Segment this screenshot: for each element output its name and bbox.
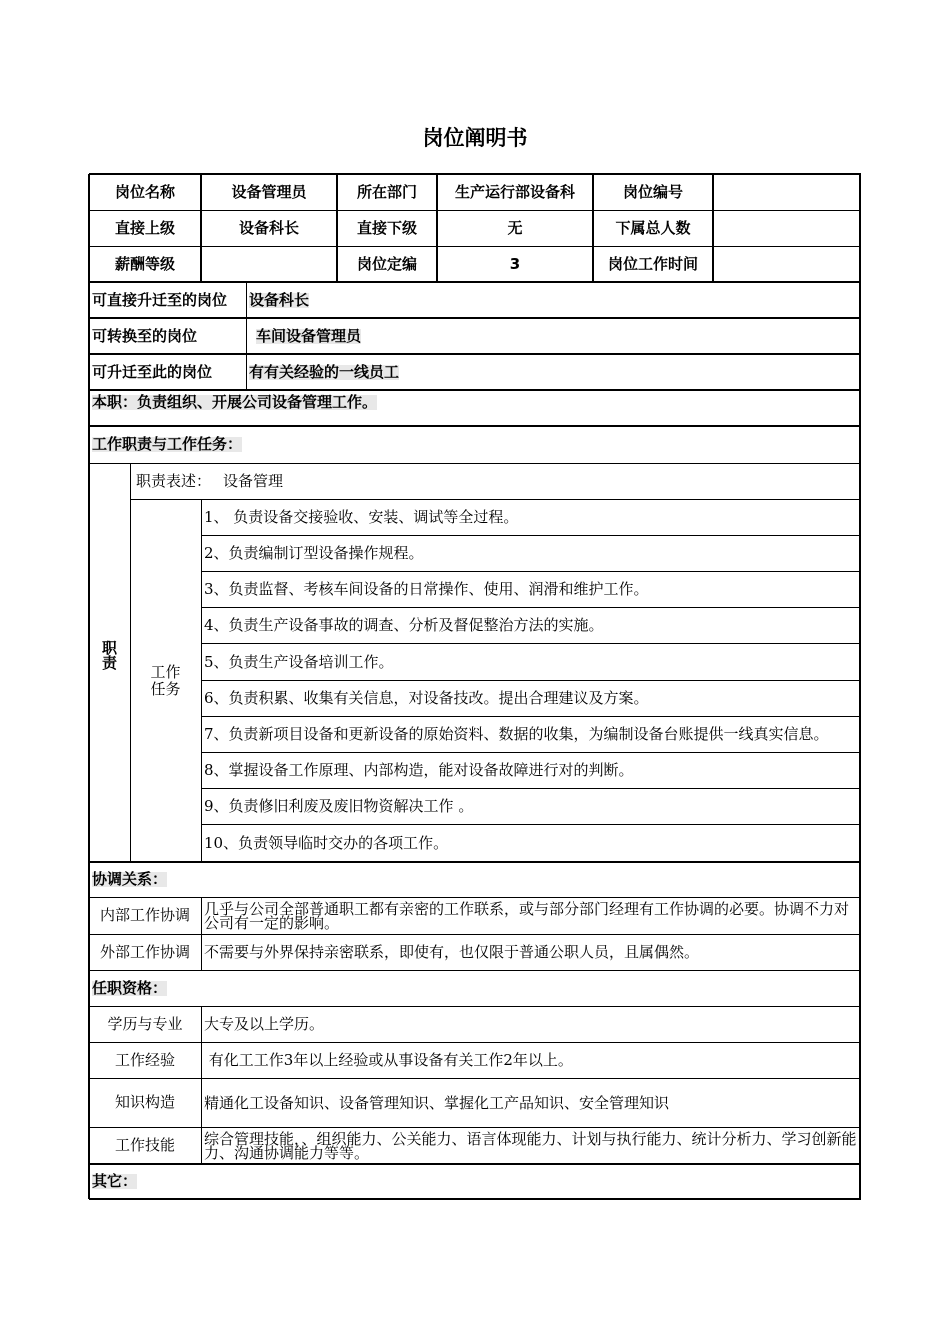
external-coordination-label: 外部工作协调: [99, 942, 190, 961]
task-item: 3、负责监督、考核车间设备的日常操作、使用、润滑和维护工作。: [204, 580, 649, 598]
table-rule: [89, 389, 861, 391]
table-rule: [89, 173, 861, 175]
table-rule: [200, 174, 202, 282]
direct-subordinate-label: 直接下级: [356, 218, 417, 237]
table-rule: [89, 1127, 861, 1128]
task-item: 10、负责领导临时交办的各项工作。: [204, 834, 449, 852]
table-rule: [89, 1078, 861, 1079]
position-name-value: 设备管理员: [231, 182, 307, 201]
table-rule: [130, 463, 131, 862]
coordination-section-label: 协调关系：: [92, 870, 168, 888]
table-rule: [89, 897, 861, 898]
duties-section-label: 工作职责与工作任务：: [92, 435, 243, 453]
skills-value: 综合管理技能，、组织能力、公关能力、语言体现能力、计划与执行能力、统计分析力、学习创新能力、沟通协调能力等等。: [204, 1129, 857, 1162]
internal-coordination-label: 内部工作协调: [99, 906, 190, 924]
education-value: 大专及以上学历。: [204, 1015, 325, 1033]
table-rule: [712, 174, 714, 282]
knowledge-label: 知识构造: [114, 1093, 175, 1111]
table-rule: [592, 174, 594, 282]
table-rule: [89, 246, 861, 247]
table-rule: [201, 499, 202, 862]
table-rule: [201, 897, 202, 970]
table-rule: [201, 716, 861, 717]
duty-summary: 本职：负责组织、开展公司设备管理工作。: [92, 393, 378, 411]
table-rule: [201, 535, 861, 536]
table-rule: [89, 353, 861, 355]
table-rule: [201, 643, 861, 644]
table-rule: [246, 282, 247, 390]
table-rule: [201, 752, 861, 753]
task-item: 9、负责修旧利废及废旧物资解决工作 。: [204, 797, 474, 815]
duty-description-row: [130, 463, 861, 499]
task-item: 5、负责生产设备培训工作。: [204, 652, 394, 671]
table-rule: [89, 210, 861, 211]
duty-description-value: 设备管理: [223, 471, 284, 490]
table-rule: [89, 281, 861, 283]
direct-subordinate-value: 无: [507, 218, 523, 237]
task-item: 1、 负责设备交接验收、安装、调试等全过程。: [204, 508, 519, 526]
direct-superior-label: 直接上级: [114, 218, 175, 237]
department-value: 生产运行部设备科: [454, 182, 575, 201]
headcount-value: 3: [509, 254, 521, 273]
task-item: 2、负责编制订型设备操作规程。: [204, 544, 424, 562]
experience-value: 有化工工作3年以上经验或从事设备有关工作2年以上。: [204, 1051, 573, 1069]
table-rule: [89, 1042, 861, 1043]
total-subordinates-label: 下属总人数: [615, 218, 691, 237]
table-rule: [201, 571, 861, 572]
task-item: 4、负责生产设备事故的调查、分析及督促整治方法的实施。: [204, 616, 604, 634]
external-coordination-value: 不需要与外界保持亲密联系，即使有，也仅限于普通公职人员，且属偶然。: [204, 942, 700, 961]
table-rule: [89, 463, 861, 464]
duty-summary-cell: [89, 390, 861, 426]
promote-to-value-cell: [246, 282, 861, 318]
table-rule: [89, 861, 861, 863]
table-rule: [89, 1198, 861, 1200]
experience-label: 工作经验: [114, 1050, 175, 1069]
coordination-section-label-cell: [89, 862, 861, 897]
tasks-side-label: [130, 499, 201, 862]
education-label: 学历与专业: [107, 1014, 183, 1033]
task-item: 6、负责积累、收集有关信息，对设备技改。提出合理建议及方案。: [204, 689, 649, 707]
table-rule: [89, 1163, 861, 1165]
table-rule: [859, 174, 861, 1199]
knowledge-value: 精通化工设备知识、设备管理知识、掌握化工产品知识、安全管理知识: [204, 1093, 670, 1112]
task-item: 8、掌握设备工作原理、内部构造，能对设备故障进行对的判断。: [204, 761, 634, 779]
position-no-label: 岗位编号: [622, 182, 683, 201]
table-rule: [201, 824, 861, 825]
position-no-value: [713, 174, 861, 210]
task-item: 7、负责新项目设备和更新设备的原始资料、数据的收集，为编制设备台账提供一线真实信息。: [204, 725, 829, 743]
table-rule: [89, 934, 861, 935]
duties-side-label: [89, 463, 130, 862]
direct-superior-value: 设备科长: [238, 218, 299, 237]
duties-side-label-char: 职: [101, 638, 117, 657]
table-rule: [436, 174, 438, 282]
qualification-section-label-cell: [89, 970, 861, 1006]
tasks-side-label-line: 工作: [150, 662, 181, 681]
table-rule: [88, 174, 90, 1199]
tasks-side-label-line: 任务: [150, 679, 181, 698]
promote-from-value: 有有关经验的一线员工: [249, 362, 400, 381]
total-subordinates-value: [713, 210, 861, 246]
table-rule: [89, 1006, 861, 1007]
transfer-to-value-cell: [246, 318, 861, 354]
table-rule: [336, 174, 338, 282]
transfer-to-value: 车间设备管理员: [256, 326, 362, 345]
table-rule: [130, 499, 861, 500]
transfer-to-label: 可转换至的岗位: [92, 326, 198, 345]
skills-label: 工作技能: [114, 1136, 175, 1154]
table-rule: [89, 970, 861, 971]
promote-from-value-cell: [246, 354, 861, 390]
duties-section-label-cell: [89, 426, 861, 463]
table-rule: [201, 680, 861, 681]
duty-description-label: 职责表述：: [136, 471, 212, 490]
qualification-section-label: 任职资格：: [92, 978, 168, 997]
table-rule: [201, 788, 861, 789]
salary-grade-value: [201, 246, 337, 282]
promote-from-label: 可升迁至此的岗位: [92, 362, 213, 381]
page-title: 岗位阐明书: [422, 126, 528, 150]
other-section-label-cell: [89, 1164, 861, 1199]
work-hours-value: [713, 246, 861, 282]
headcount-label: 岗位定编: [356, 254, 417, 273]
table-rule: [89, 425, 861, 427]
other-section-label: 其它：: [92, 1172, 138, 1190]
promote-to-value: 设备科长: [249, 290, 310, 309]
table-rule: [201, 607, 861, 608]
department-label: 所在部门: [356, 182, 417, 201]
promote-to-label: 可直接升迁至的岗位: [92, 290, 228, 309]
duties-side-label-char: 责: [101, 653, 117, 672]
work-hours-label: 岗位工作时间: [607, 254, 698, 273]
position-name-label: 岗位名称: [114, 182, 175, 201]
table-rule: [89, 317, 861, 319]
table-rule: [201, 1006, 202, 1164]
salary-grade-label: 薪酬等级: [114, 254, 175, 273]
internal-coordination-value: 几乎与公司全部普通职工都有亲密的工作联系，或与部分部门经理有工作协调的必要。协调不力对公司有一定的影响。: [204, 899, 850, 932]
